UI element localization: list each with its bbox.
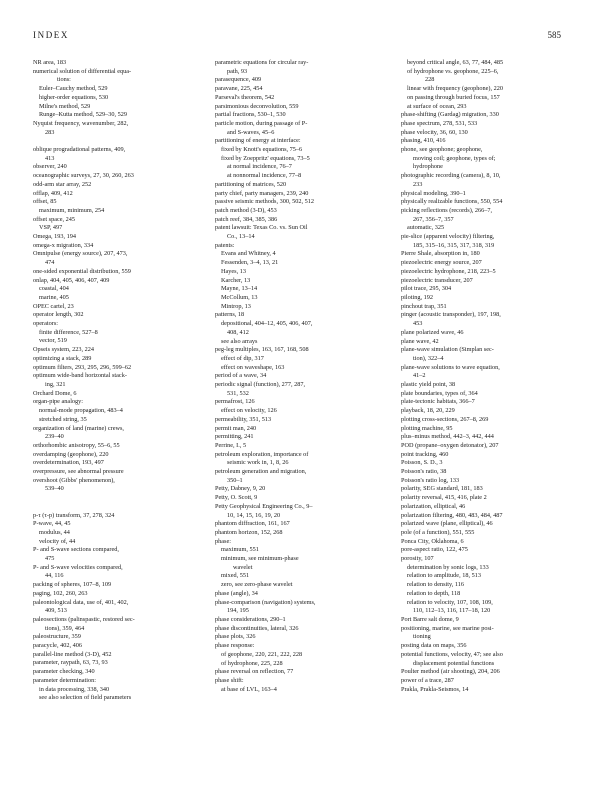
index-entry: plane polarized wave, 46 bbox=[401, 328, 464, 336]
index-entry: plus–minus method, 442–3, 442, 444 bbox=[401, 433, 494, 441]
index-entry: Poisson, S. D., 3 bbox=[401, 459, 443, 467]
index-entry: Runge–Kutta method, 529–30, 529 bbox=[39, 111, 128, 119]
index-entry: Co., 13–14 bbox=[227, 233, 255, 241]
index-entry: tions: bbox=[57, 76, 71, 84]
index-entry: effect on velocity, 126 bbox=[221, 407, 277, 415]
index-entry: Milne's method, 529 bbox=[39, 102, 91, 110]
index-entry: omega-x migration, 334 bbox=[33, 241, 94, 249]
index-entry: relation to amplitude, 18, 513 bbox=[407, 572, 481, 580]
index-entry: Poisson's ratio log, 133 bbox=[401, 476, 460, 484]
index-entry: of hydrophone, 225, 228 bbox=[221, 659, 283, 667]
index-entry: piezoelectric transducer, 207 bbox=[401, 276, 473, 284]
index-entry: orthorhombic anisotropy, 55–6, 55 bbox=[33, 441, 120, 449]
page-number: 585 bbox=[547, 30, 561, 40]
index-entry: P- and S-wave sections compared, bbox=[33, 546, 119, 554]
index-entry: parsimonious deconvolution, 559 bbox=[215, 102, 299, 110]
index-entry: phase reversal on reflection, 77 bbox=[215, 668, 294, 676]
index-entry: Karcher, 13 bbox=[221, 276, 251, 284]
index-entry: 453 bbox=[413, 320, 423, 328]
index-entry: oceanographic surveys, 27, 30, 260, 263 bbox=[33, 172, 134, 180]
index-entry: phase response: bbox=[215, 642, 255, 650]
index-entry: plane-wave solutions to wave equation, bbox=[401, 363, 500, 371]
index-entry: offset, 85 bbox=[33, 198, 57, 206]
index-entry: 409, 513 bbox=[45, 607, 67, 615]
index-entry: permitting, 241 bbox=[215, 433, 254, 441]
index-entry: potential functions, velocity, 47; see also bbox=[401, 650, 503, 658]
index-entry: piezoelectric energy source, 207 bbox=[401, 259, 482, 267]
index-entry: overdamping (geophone), 220 bbox=[33, 450, 109, 458]
index-entry: oblique progradational patterns, 409, bbox=[33, 146, 126, 154]
index-entry: relation to density, 116 bbox=[407, 581, 464, 589]
index-entry: wavelet bbox=[233, 563, 253, 571]
index-entry: relation to velocity, 107, 108, 109, bbox=[407, 598, 493, 606]
index-entry: phase plots, 326 bbox=[215, 633, 256, 641]
index-entry: polarization, elliptical, 46 bbox=[401, 502, 466, 510]
index-entry: path, 93 bbox=[227, 67, 248, 75]
index-entry: pole (of a function), 551, 555 bbox=[401, 528, 475, 536]
index-entry: parameter determination: bbox=[33, 676, 96, 684]
index-entry: at normal incidence, 76–7 bbox=[227, 163, 292, 171]
index-entry: one-sided exponential distribution, 559 bbox=[33, 267, 131, 275]
index-entry: optimizing a stack, 289 bbox=[33, 354, 92, 362]
index-entry: phasing, 410, 416 bbox=[401, 137, 446, 145]
index-entry: plane wave, 42 bbox=[401, 337, 439, 345]
index-entry: 233 bbox=[413, 180, 423, 188]
index-entry: polarity, SEG standard, 181, 183 bbox=[401, 485, 483, 493]
index-entry: tioning bbox=[413, 633, 431, 641]
index-entry: party chief, party managers, 239, 240 bbox=[215, 189, 309, 197]
index-entry: Euler–Cauchy method, 529 bbox=[39, 85, 108, 93]
index-entry: paravane, 225, 454 bbox=[215, 85, 263, 93]
index-entry: patents: bbox=[215, 241, 235, 249]
index-entry: period of a wave, 34 bbox=[215, 372, 267, 380]
index-entry: packing of spheres, 107–8, 109 bbox=[33, 581, 112, 589]
index-entry: permafrost, 126 bbox=[215, 398, 255, 406]
index-entry: 408, 412 bbox=[227, 328, 249, 336]
index-entry: automatic, 325 bbox=[407, 224, 445, 232]
index-entry: at base of LVL, 163–4 bbox=[221, 685, 277, 693]
index-entry: Mintrop, 13 bbox=[221, 302, 251, 310]
index-entry: periodic signal (function), 277, 287, bbox=[215, 381, 306, 389]
index-entry: Petty Geophysical Engineering Co., 9– bbox=[215, 502, 313, 510]
index-entry: operators: bbox=[33, 320, 58, 328]
index-entry: Opseis system, 223, 224 bbox=[33, 346, 94, 354]
index-entry: 531, 532 bbox=[227, 389, 249, 397]
index-entry: posting data on maps, 356 bbox=[401, 642, 467, 650]
index-entry: and S-waves, 45–6 bbox=[227, 128, 275, 136]
index-entry: minimum, see minimum-phase bbox=[221, 555, 299, 563]
index-entry: paleostructure, 359 bbox=[33, 633, 81, 641]
index-entry: peg-leg multiples, 163, 167, 168, 508 bbox=[215, 346, 309, 354]
index-entry: parameter checking, 340 bbox=[33, 668, 95, 676]
index-entry: at surface of ocean, 293 bbox=[407, 102, 467, 110]
index-entry: Hayes, 13 bbox=[221, 267, 246, 275]
index-entry: in data processing, 338, 340 bbox=[39, 685, 110, 693]
index-entry: onlap, 404, 405, 406, 407, 409 bbox=[33, 276, 110, 284]
index-entry: piloting, 192 bbox=[401, 293, 433, 301]
index-entry: permit man, 240 bbox=[215, 424, 257, 432]
index-entry: 413 bbox=[45, 154, 55, 162]
index-entry: depositional, 404–12, 405, 406, 407, bbox=[221, 320, 313, 328]
index-entry: overdetermination, 193, 497 bbox=[33, 459, 104, 467]
index-entry: petroleum exploration, importance of bbox=[215, 450, 309, 458]
index-entry: picking reflections (records), 266–7, bbox=[401, 206, 493, 214]
index-entry: paleontological data, use of, 401, 402, bbox=[33, 598, 129, 606]
index-entry: porosity, 107 bbox=[401, 555, 434, 563]
index-entry: 474 bbox=[45, 259, 55, 267]
index-entry: overpressure, see abnormal pressure bbox=[33, 468, 124, 476]
index-entry: p-τ (τ-p) transform, 37, 278, 324 bbox=[33, 511, 115, 519]
index-entry: polarization filtering, 480, 483, 484, 487 bbox=[401, 511, 503, 519]
index-entry: seismic work in, 1, 8, 26 bbox=[227, 459, 289, 467]
index-entry: maximum, 551 bbox=[221, 546, 259, 554]
index-entry: phase discontinuities, lateral, 326 bbox=[215, 624, 299, 632]
index-entry: 185, 315–16, 315, 317, 318, 319 bbox=[413, 241, 495, 249]
index-entry: 475 bbox=[45, 555, 55, 563]
index-column-1 bbox=[33, 59, 213, 703]
index-entry: phone, see geophone; geophone, bbox=[401, 146, 483, 154]
index-entry: offset space, 245 bbox=[33, 215, 76, 223]
index-entry: 10, 14, 15, 16, 19, 20 bbox=[227, 511, 281, 519]
index-entry: Orchard Dome, 6 bbox=[33, 389, 77, 397]
index-entry: organization of land (marine) crews, bbox=[33, 424, 124, 432]
entry-gap bbox=[33, 503, 213, 512]
index-entry: see also selection of field parameters bbox=[39, 694, 132, 702]
index-entry: normal-mode propagation, 483–4 bbox=[39, 407, 123, 415]
index-entry: zero, see zero-phase wavelet bbox=[221, 581, 293, 589]
index-entry: marine, 405 bbox=[39, 293, 69, 301]
index-entry: 350–1 bbox=[227, 476, 243, 484]
index-entry: relation to depth, 118 bbox=[407, 589, 461, 597]
index-entry: phantom horizon, 152, 268 bbox=[215, 528, 283, 536]
index-entry: phase considerations, 290–1 bbox=[215, 616, 286, 623]
index-entry: physically realizable functions, 550, 554 bbox=[401, 198, 503, 206]
index-entry: VSP, 497 bbox=[39, 224, 63, 232]
index-entry: Perrine, I., 5 bbox=[215, 441, 247, 449]
index-entry: McCollum, 13 bbox=[221, 293, 258, 301]
index-entry: permeability, 351, 513 bbox=[215, 415, 272, 423]
index-entry: parametric equations for circular ray- bbox=[215, 59, 309, 66]
index-entry: partial fractions, 530–1, 530 bbox=[215, 111, 286, 119]
index-entry: at nonnormal incidence, 77–8 bbox=[227, 172, 302, 180]
index-entry: polarized wave (plane, elliptical), 46 bbox=[401, 520, 493, 528]
index-entry: Parseval's theorem, 542 bbox=[215, 93, 275, 101]
index-entry: 239–40 bbox=[45, 433, 64, 441]
index-entry: point tracking, 460 bbox=[401, 450, 449, 458]
index-entry: plate boundaries, types of, 364 bbox=[401, 389, 478, 397]
index-entry: odd-arm star array, 252 bbox=[33, 180, 92, 188]
index-entry: polarity reversal, 415, 416, plate 2 bbox=[401, 494, 487, 502]
index-entry: 283 bbox=[45, 128, 55, 136]
index-entry: phase (angle), 34 bbox=[215, 589, 258, 597]
index-entry: observer, 240 bbox=[33, 163, 67, 171]
index-entry: pinchout trap, 351 bbox=[401, 302, 447, 310]
index-entry: linear with frequency (geophone), 220 bbox=[407, 85, 503, 93]
index-entry: patch method (3-D), 453 bbox=[215, 206, 277, 214]
index-entry: offlap, 409, 412 bbox=[33, 189, 73, 197]
index-entry: parallel-line method (3-D), 452 bbox=[33, 650, 112, 658]
index-entry: physical modeling, 390–1 bbox=[401, 189, 466, 197]
index-entry: fixed by Zoeppritz' equations, 73–5 bbox=[221, 154, 310, 162]
index-entry: overshoot (Gibbs' phenomenon), bbox=[33, 476, 115, 484]
index-entry: patterns, 18 bbox=[215, 311, 245, 319]
index-entry: photographic recording (camera), 8, 10, bbox=[401, 172, 501, 180]
index-entry: moving coil; geophone, types of; bbox=[413, 154, 496, 162]
index-entry: maximum, minimum, 254 bbox=[39, 206, 105, 214]
index-entry: particle motion, during passage of P- bbox=[215, 119, 308, 127]
index-entry: effect of dip, 317 bbox=[221, 354, 264, 362]
index-entry: determination by sonic logs, 133 bbox=[407, 563, 489, 571]
index-entry: beyond critical angle, 63, 77, 484, 485 bbox=[407, 59, 504, 66]
index-entry: POD (propane–oxygen detonator), 207 bbox=[401, 441, 499, 449]
index-entry: Port Barre salt dome, 9 bbox=[401, 616, 459, 623]
index-entry: effect on waveshape, 163 bbox=[221, 363, 285, 371]
index-entry: stretched string, 35 bbox=[39, 415, 87, 423]
index-entry: Petty, Dabney, 9, 20 bbox=[215, 485, 266, 493]
index-entry: Evans and Whitney, 4 bbox=[221, 250, 276, 258]
index-entry: parasequence, 409 bbox=[215, 76, 262, 84]
index-entry: 110, 112–13, 116, 117–18, 120 bbox=[413, 607, 491, 615]
index-entry: Pierre Shale, absorption in, 180 bbox=[401, 250, 480, 258]
index-entry: plate-tectonic habitats, 366–7 bbox=[401, 398, 475, 406]
index-entry: pie-slice (apparent velocity) filtering, bbox=[401, 233, 495, 241]
index-entry: tions), 359, 464 bbox=[45, 624, 85, 632]
running-head-title: INDEX bbox=[33, 30, 69, 40]
index-entry: 44, 116 bbox=[45, 572, 64, 580]
index-entry: vector, 519 bbox=[39, 337, 67, 345]
index-entry: 194, 195 bbox=[227, 607, 249, 615]
index-entry: Poulter method (air shooting), 204, 206 bbox=[401, 668, 500, 676]
index-entry: fixed by Knott's equations, 75–6 bbox=[221, 146, 303, 154]
index-entry: higher-order equations, 530 bbox=[39, 93, 109, 101]
index-entry: phantom diffraction, 161, 167 bbox=[215, 520, 290, 528]
index-entry: playback, 18, 20, 229 bbox=[401, 407, 455, 415]
index-entry: optimum filters, 293, 295, 296, 599–62 bbox=[33, 363, 132, 371]
index-entry: paging, 102, 260, 263 bbox=[33, 589, 88, 597]
index-entry: plotting machine, 95 bbox=[401, 424, 453, 432]
index-entry: pinger (acoustic transponder), 197, 198, bbox=[401, 311, 501, 319]
index-entry: phase-shifting (Gardag) migration, 330 bbox=[401, 111, 499, 119]
index-entry: Ponca City, Oklahoma, 6 bbox=[401, 537, 464, 545]
index-column-2 bbox=[215, 59, 395, 694]
index-entry: Prakla, Prakla-Seismos, 14 bbox=[401, 685, 469, 693]
index-entry: plastic yield point, 38 bbox=[401, 381, 456, 389]
index-entry: plotting cross-sections, 267–8, 269 bbox=[401, 415, 489, 423]
index-entry: see also arrays bbox=[221, 337, 258, 345]
index-entry: partitioning of matrices, 520 bbox=[215, 180, 287, 188]
index-entry: paracycle, 402, 406 bbox=[33, 642, 82, 650]
index-entry: piezoelectric hydrophone, 218, 223–5 bbox=[401, 267, 496, 275]
index-entry: 267, 356–7, 357 bbox=[413, 215, 454, 223]
index-entry: Petty, O. Scott, 9 bbox=[215, 494, 258, 502]
index-entry: displacement potential functions bbox=[413, 659, 495, 667]
index-entry: partitioning of energy at interface: bbox=[215, 137, 301, 145]
index-entry: Nyquist frequency, wavenumber, 282, bbox=[33, 119, 129, 127]
index-entry: paleosections (palinspastic, restored sec- bbox=[33, 615, 135, 623]
index-entry: phase spectrum, 278, 531, 533 bbox=[401, 119, 478, 127]
index-entry: modulus, 44 bbox=[39, 528, 70, 536]
index-entry: mixed, 551 bbox=[221, 572, 250, 580]
index-entry: optimum wide-band horizontal stack- bbox=[33, 372, 127, 380]
index-entry: of hydrophone vs. geophone, 225–6, bbox=[407, 67, 499, 75]
index-entry: Omega, 193, 194 bbox=[33, 233, 77, 241]
index-entry: ing, 321 bbox=[45, 381, 66, 388]
index-entry: petroleum generation and migration, bbox=[215, 468, 307, 476]
index-entry: P- and S-wave velocities compared, bbox=[33, 563, 123, 571]
index-entry: coastal, 404 bbox=[39, 285, 69, 293]
entry-gap bbox=[33, 494, 213, 503]
page-header bbox=[33, 30, 561, 44]
index-entry: finite difference, 527–8 bbox=[39, 328, 98, 336]
index-entry: 228 bbox=[425, 76, 435, 84]
index-entry: patent lawsuit: Texas Co. vs. Sun Oil bbox=[215, 224, 308, 232]
index-entry: phase velocity, 36, 60, 130 bbox=[401, 128, 468, 136]
index-entry: pilot trace, 295, 304 bbox=[401, 285, 452, 293]
index-entry: P-wave, 44, 45 bbox=[33, 520, 71, 528]
index-entry: Fessenden, 3–4, 13, 21 bbox=[221, 259, 279, 267]
index-entry: NR area, 183 bbox=[33, 59, 67, 66]
index-entry: 539–40 bbox=[45, 485, 64, 493]
index-entry: velocity of, 44 bbox=[39, 537, 76, 545]
index-entry: Poisson's ratio, 38 bbox=[401, 468, 447, 476]
index-entry: power of a trace, 287 bbox=[401, 676, 454, 684]
index-entry: operator length, 302 bbox=[33, 311, 84, 319]
index-entry: Omnipulse (energy source), 207, 473, bbox=[33, 250, 128, 258]
index-column-3 bbox=[401, 59, 576, 694]
index-entry: phase shift: bbox=[215, 676, 244, 684]
index-entry: Mayne, 13–14 bbox=[221, 285, 258, 293]
index-entry: on passing through buried focus, 157 bbox=[407, 93, 500, 101]
entry-gap bbox=[33, 137, 213, 146]
index-entry: organ-pipe analogy: bbox=[33, 398, 84, 406]
index-entry: parameter, raypath, 63, 73, 93 bbox=[33, 659, 108, 667]
index-entry: pore-aspect ratio, 122, 475 bbox=[401, 546, 468, 554]
index-entry: 41–2 bbox=[413, 372, 426, 380]
index-entry: plane-wave simulation (Simplan sec- bbox=[401, 346, 494, 354]
index-entry: phase: bbox=[215, 537, 231, 545]
index-entry: patch reef, 384, 385, 386 bbox=[215, 215, 278, 223]
index-entry: tion), 322–4 bbox=[413, 354, 444, 362]
index-entry: phase-comparison (navigation) systems, bbox=[215, 598, 316, 606]
index-entry: passive seismic methods, 300, 502, 512 bbox=[215, 198, 314, 206]
index-entry: numerical solution of differential equa- bbox=[33, 67, 132, 75]
index-entry: positioning, marine, see marine posi- bbox=[401, 624, 494, 632]
index-entry: of geophone, 220, 221, 222, 228 bbox=[221, 650, 303, 658]
index-entry: hydrophone bbox=[413, 163, 443, 171]
index-columns bbox=[33, 59, 576, 790]
index-entry: OPEC cartel, 23 bbox=[33, 302, 74, 310]
